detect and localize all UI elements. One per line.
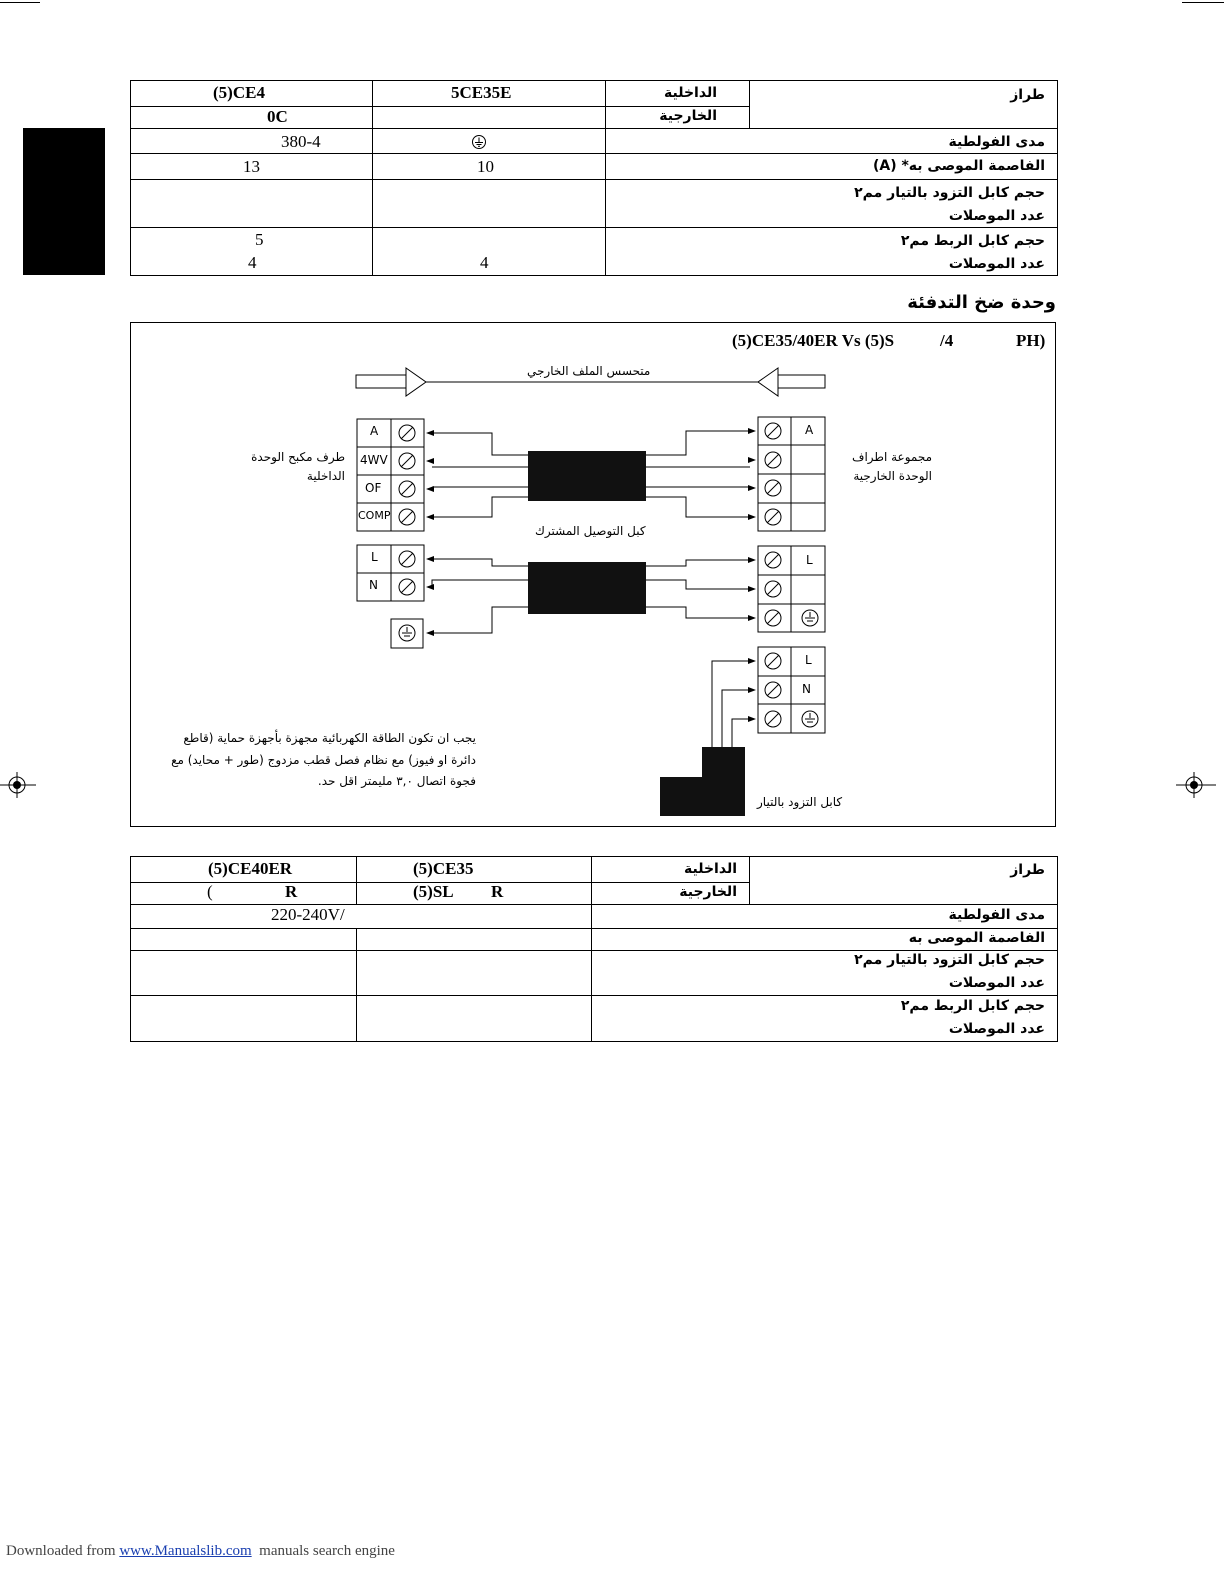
diagram-title-left: (5)CE35/40ER Vs (5)S xyxy=(732,331,895,350)
shared-cable-body xyxy=(528,451,646,501)
indoor-term-a: A xyxy=(370,424,379,438)
t2-fuse-label: الفاصمة الموصى به xyxy=(908,930,1045,946)
t1-fuse-label: الفاصمة الموصى به* (A) xyxy=(872,158,1045,174)
t2-conductors-label-2: عدد الموصلات xyxy=(948,1021,1045,1037)
t1-model-label: طراز xyxy=(1010,87,1045,103)
outdoor-power-block xyxy=(758,546,825,632)
note-line-1: يجب ان تكون الطاقة الكهربائية مجهزة بأجهزة حماية (قاطع xyxy=(183,731,476,745)
outdoor-terminal-label-1: مجموعة اطراف xyxy=(852,450,932,464)
t2-indoor-label: الداخلية xyxy=(684,861,737,877)
t1-indoor-label: الداخلية xyxy=(664,85,717,101)
t1-voltage-value: 380-4 xyxy=(281,132,321,151)
t1-voltage-label: مدى الفولطية xyxy=(948,134,1045,150)
t2-outdoor-model1a: ( xyxy=(207,882,213,901)
footer-prefix: Downloaded from xyxy=(6,1543,116,1559)
t1-outdoor-label: الخارجية xyxy=(659,108,717,124)
sensor-arrow-right xyxy=(758,368,825,396)
supply-cable-body xyxy=(660,747,745,816)
t2-supply-cable-label: حجم كابل التزود بالتيار مم٢ xyxy=(854,952,1045,968)
t1-conductors-value2: 4 xyxy=(480,253,489,272)
manualslib-link[interactable]: www.Manualslib.com xyxy=(119,1543,252,1559)
spec-table-1 xyxy=(130,80,1058,276)
indoor-term-comp: COMP xyxy=(358,509,391,522)
supply-terminal-block xyxy=(758,647,825,733)
supply-term-n: N xyxy=(802,682,811,696)
t2-voltage-value: 220-240V/ xyxy=(271,905,345,924)
t1-supply-cable-label: حجم كابل التزود بالتيار مم٢ xyxy=(854,185,1045,201)
note-line-3: فجوة اتصال ٣,٠ مليمتر اقل حد. xyxy=(317,774,476,788)
t2-link-cable-label: حجم كابل الربط مم٢ xyxy=(900,998,1045,1014)
t1-fuse-value2: 10 xyxy=(477,157,494,176)
indoor-power-block xyxy=(357,545,424,601)
t2-voltage-label: مدى الفولطية xyxy=(948,907,1045,923)
t1-link-value1: 5 xyxy=(255,230,264,249)
registration-mark-left xyxy=(0,770,36,800)
diagram-title-right: PH) xyxy=(1016,331,1046,350)
t2-conductors-label-1: عدد الموصلات xyxy=(948,975,1045,991)
sensor-arrow-left xyxy=(356,368,426,396)
t2-model1: (5)CE40ER xyxy=(208,859,293,878)
diagram-title-mid: /4 xyxy=(940,331,954,350)
spec-table-2 xyxy=(130,856,1058,1042)
t1-link-cable-label: حجم كابل الربط مم٢ xyxy=(900,233,1045,249)
indoor-term-of: OF xyxy=(365,481,382,495)
t1-fuse-value1: 13 xyxy=(243,157,260,176)
t2-outdoor-model2b: R xyxy=(491,882,504,901)
t2-outdoor-label: الخارجية xyxy=(679,884,737,900)
side-tab xyxy=(23,128,105,275)
footer-suffix: manuals search engine xyxy=(259,1543,395,1559)
shared-cable-label: كبل التوصيل المشترك xyxy=(535,524,646,538)
t1-conductors-label-1: عدد الموصلات xyxy=(948,208,1045,224)
crop-mark xyxy=(0,2,40,3)
t1-model1: (5)CE4 xyxy=(213,83,265,102)
wiring-schematic xyxy=(130,322,1054,825)
t1-conductors-label-2: عدد الموصلات xyxy=(948,256,1045,272)
t1-outdoor-model1: 0C xyxy=(267,107,288,126)
indoor-terminal-label-2: الداخلية xyxy=(306,469,345,483)
crop-mark xyxy=(1182,2,1224,3)
t2-outdoor-model2a: (5)SL xyxy=(413,882,454,901)
indoor-terminal-label-1: طرف مكبح الوحدة xyxy=(251,450,345,464)
indoor-term-4wv: 4WV xyxy=(360,453,388,467)
t1-model2: 5CE35E xyxy=(451,83,512,102)
indoor-term-l: L xyxy=(371,550,378,564)
footer xyxy=(6,1543,395,1560)
t2-model-label: طراز xyxy=(1010,862,1045,878)
section-title: وحدة ضخ التدفئة xyxy=(907,292,1056,313)
t2-model2: (5)CE35 xyxy=(413,859,474,878)
supply-cable-label: كابل التزود بالتيار xyxy=(757,795,843,809)
outdoor-term-a: A xyxy=(805,423,814,437)
note-line-2: دائرة او فيوز) مع نظام فصل قطب مزدوج (طور + محايد) مع xyxy=(171,753,476,767)
supply-term-l: L xyxy=(805,653,812,667)
power-cable-body xyxy=(528,562,646,614)
t2-outdoor-model1b: R xyxy=(285,882,298,901)
ground-icon xyxy=(471,134,487,150)
outdoor-terminal-block xyxy=(758,417,825,531)
t1-conductors-value1: 4 xyxy=(248,253,257,272)
outdoor-terminal-label-2: الوحدة الخارجية xyxy=(853,469,932,483)
indoor-ground-terminal xyxy=(391,619,423,648)
outdoor-term-l: L xyxy=(806,553,813,567)
sensor-label: متحسس الملف الخارجي xyxy=(527,364,651,378)
registration-mark-right xyxy=(1176,770,1216,800)
indoor-term-n: N xyxy=(369,578,378,592)
